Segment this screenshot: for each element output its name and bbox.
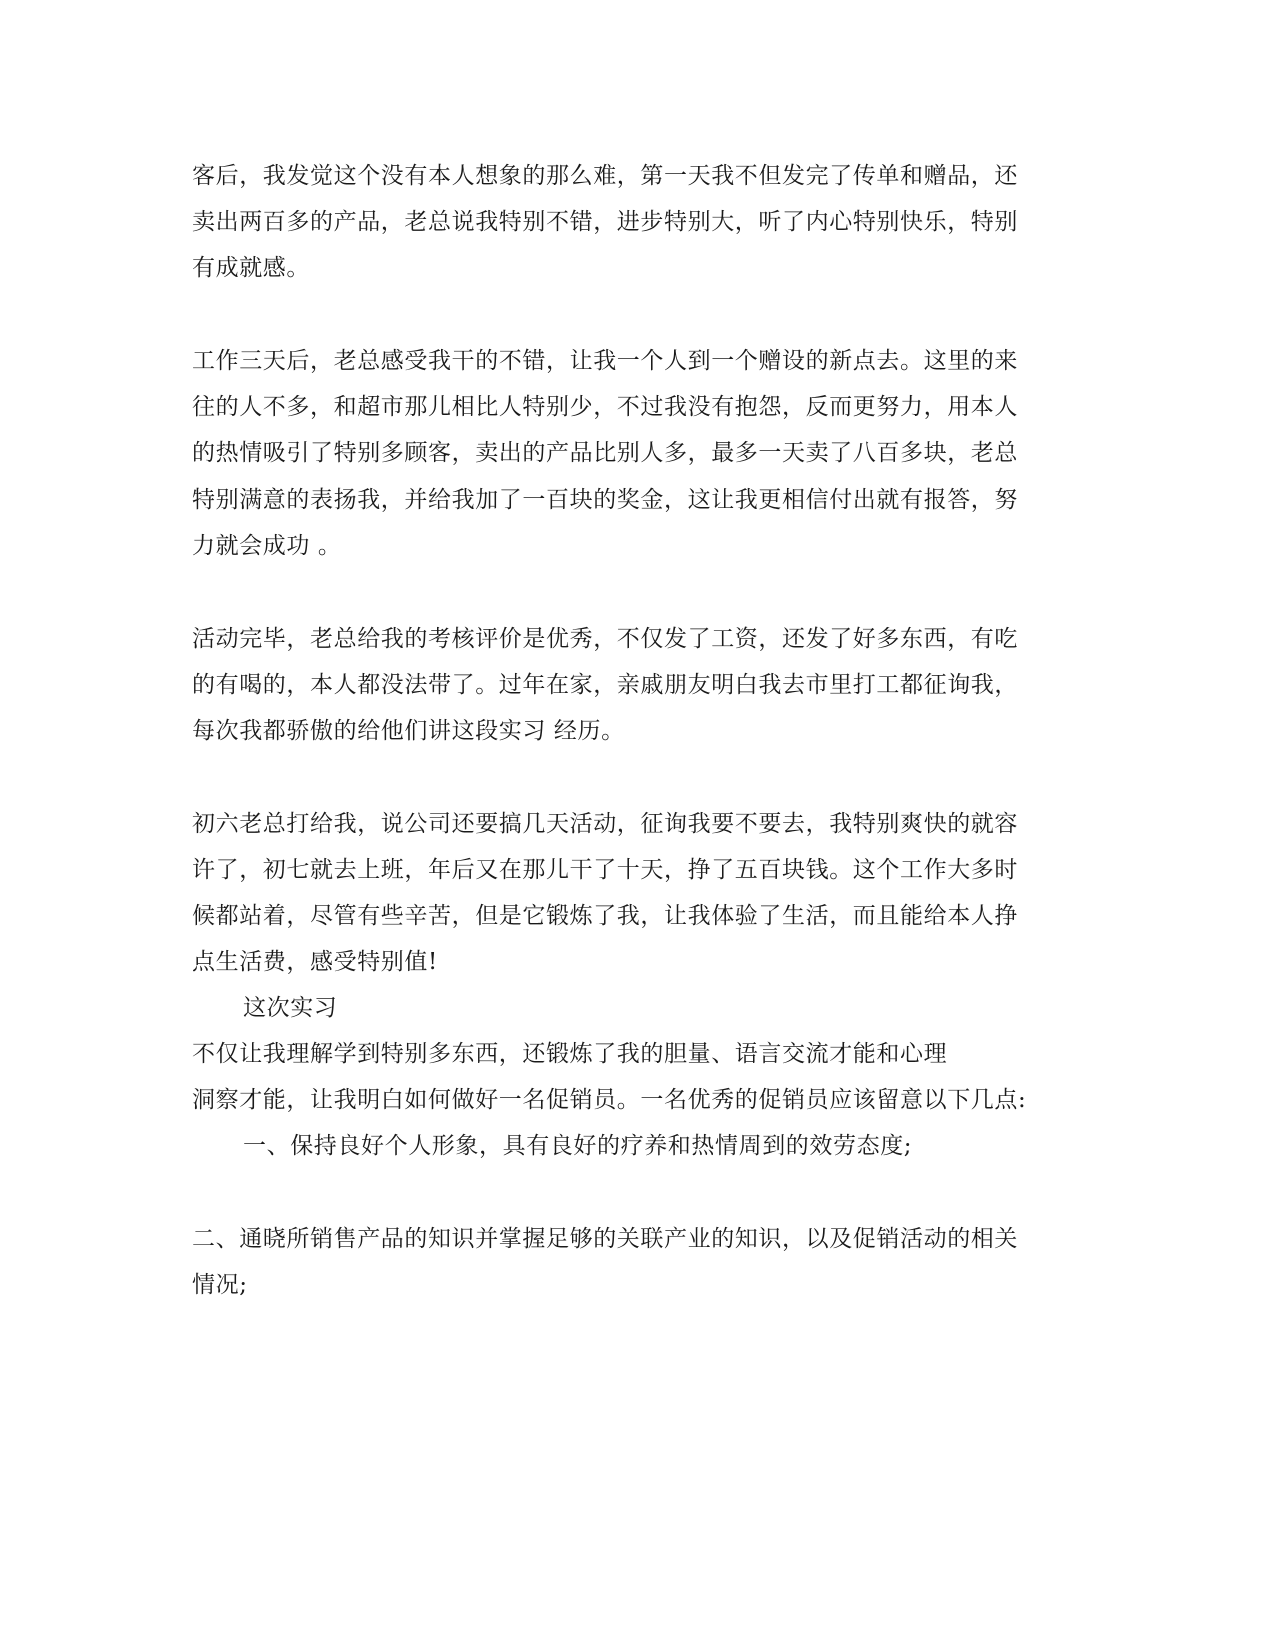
paragraph-1-line-3: 有成就感。	[192, 255, 310, 281]
paragraph-4-line-4: 点生活费，感受特别值!	[192, 949, 438, 975]
paragraph-2-line-2: 往的人不多，和超市那儿相比人特别少，不过我没有抱怨，反而更努力，用本人	[192, 394, 1018, 420]
paragraph-4-line-3: 候都站着，尽管有些辛苦，但是它锻炼了我，让我体验了生活，而且能给本人挣	[192, 903, 1018, 929]
paragraph-4-line-1: 初六老总打给我，说公司还要搞几天活动，征询我要不要去，我特别爽快的就容	[192, 811, 1018, 837]
paragraph-2-line-5: 力就会成功 。	[192, 533, 342, 559]
paragraph-3-line-2: 的有喝的，本人都没法带了。过年在家，亲戚朋友明白我去市里打工都征询我，	[192, 672, 1018, 698]
paragraph-2-line-1: 工作三天后，老总感受我干的不错，让我一个人到一个赠设的新点去。这里的来	[192, 348, 1018, 374]
point-one: 一、保持良好个人形象，具有良好的疗养和热情周到的效劳态度;	[243, 1133, 913, 1159]
point-two-line-1: 二、通晓所销售产品的知识并掌握足够的关联产业的知识，以及促销活动的相关	[192, 1226, 1018, 1252]
paragraph-4-line-2: 许了，初七就去上班，年后又在那儿干了十天，挣了五百块钱。这个工作大多时	[192, 857, 1018, 883]
summary-heading: 这次实习	[243, 995, 338, 1021]
paragraph-3-line-3: 每次我都骄傲的给他们讲这段实习 经历。	[192, 718, 625, 744]
paragraph-1-line-1: 客后，我发觉这个没有本人想象的那么难，第一天我不但发完了传单和赠品，还	[192, 163, 1018, 189]
paragraph-2-line-3: 的热情吸引了特别多顾客，卖出的产品比别人多，最多一天卖了八百多块，老总	[192, 440, 1018, 466]
summary-line-2: 洞察才能，让我明白如何做好一名促销员。一名优秀的促销员应该留意以下几点:	[192, 1087, 1027, 1113]
summary-line-1: 不仅让我理解学到特别多东西，还锻炼了我的胆量、语言交流才能和心理	[192, 1041, 948, 1067]
point-two-line-2: 情况;	[192, 1272, 248, 1298]
paragraph-2-line-4: 特别满意的表扬我，并给我加了一百块的奖金，这让我更相信付出就有报答，努	[192, 487, 1018, 513]
paragraph-3-line-1: 活动完毕，老总给我的考核评价是优秀，不仅发了工资，还发了好多东西，有吃	[192, 626, 1018, 652]
paragraph-1-line-2: 卖出两百多的产品，老总说我特别不错，进步特别大，听了内心特别快乐，特别	[192, 209, 1018, 235]
